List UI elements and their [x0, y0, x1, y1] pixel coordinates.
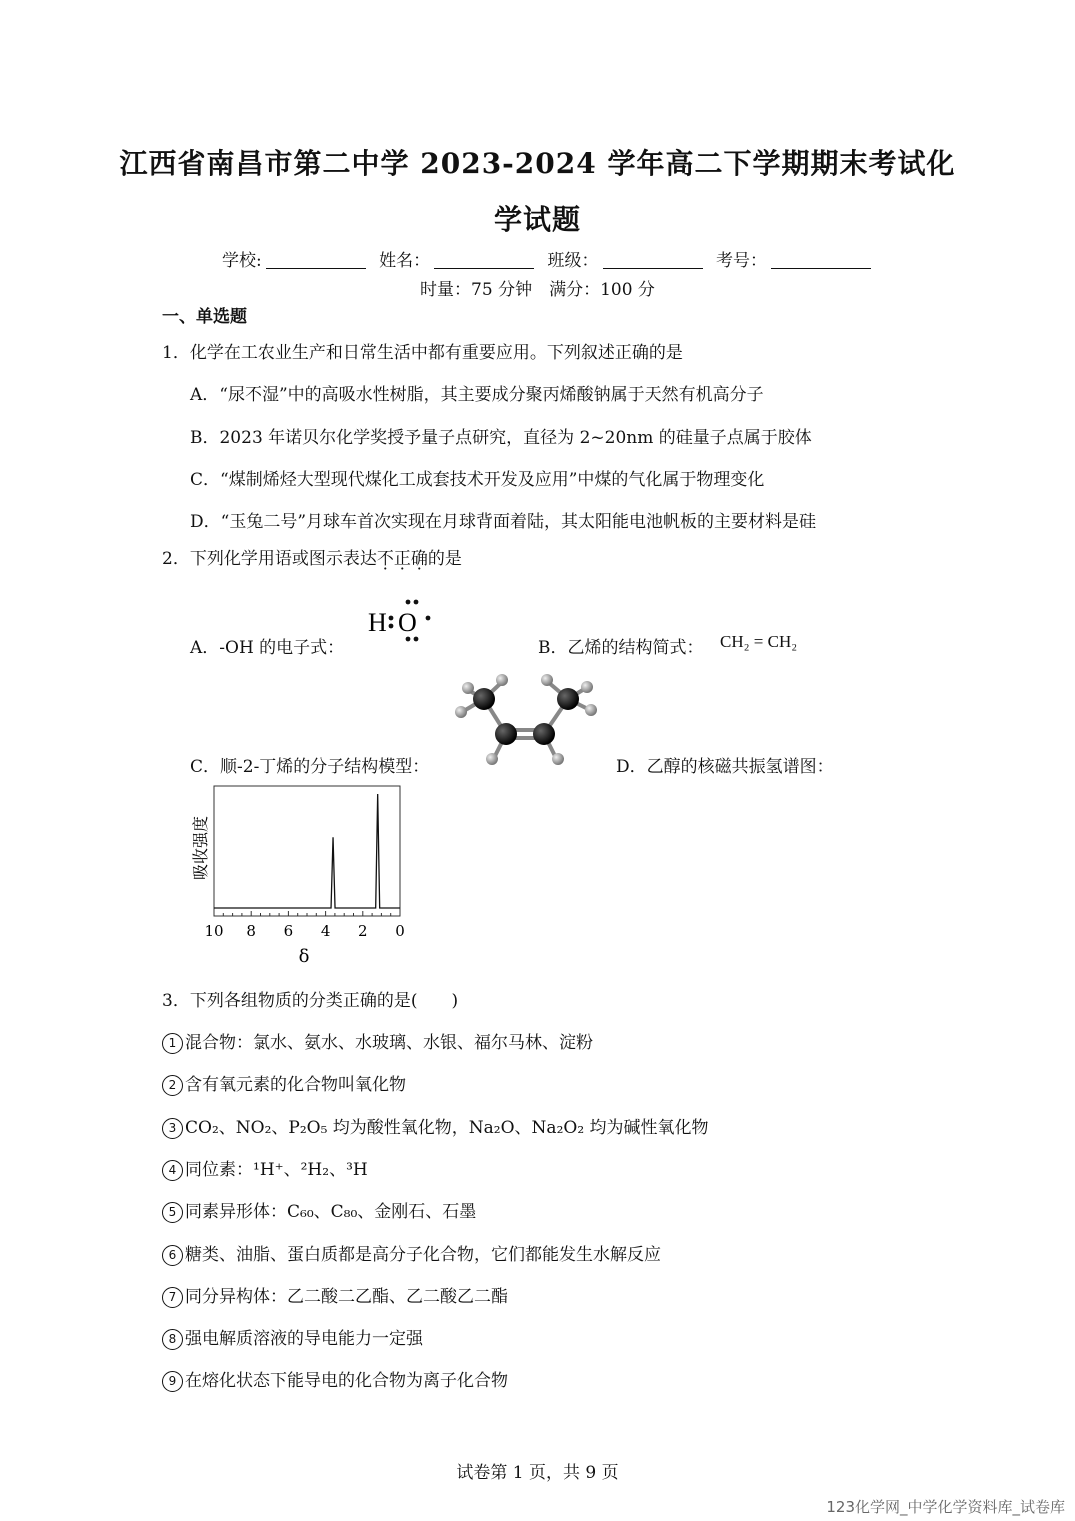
q3-item	[162, 1155, 368, 1181]
formula-o: O	[398, 608, 417, 637]
name-blank	[434, 252, 534, 269]
q3-item	[162, 1324, 423, 1350]
item-number-circle: 3	[162, 1118, 183, 1139]
nmr-tick-label: 10	[204, 922, 224, 940]
item-text: 混合物：氯水、氨水、水玻璃、水银、福尔马林、淀粉	[185, 1033, 593, 1053]
q2-option-d: D．乙醇的核磁共振氢谱图：	[616, 757, 834, 777]
formula-h: H	[368, 608, 387, 637]
q2-option-a: A．-OH 的电子式：	[190, 638, 345, 658]
item-number-circle: 7	[162, 1287, 183, 1308]
q2-stem: 2．下列化学用语或图示表达不正确的是	[162, 549, 462, 569]
id-label: 考号：	[715, 251, 767, 271]
item-text: CO₂、NO₂、P₂O₅ 均为酸性氧化物，Na₂O、Na₂O₂ 均为碱性氧化物	[185, 1117, 709, 1138]
nmr-tick-group	[204, 911, 404, 940]
school-blank	[266, 252, 366, 269]
item-number-circle: 6	[162, 1245, 183, 1266]
item-text: 同位素：¹H⁺、²H₂、³H	[185, 1159, 368, 1180]
item-text: 同分异构体：乙二酸二乙酯、乙二酸乙二酯	[185, 1286, 508, 1307]
q3-item	[162, 1197, 476, 1223]
school-label: 学校:	[222, 251, 262, 271]
hydroxyl-electron-formula	[366, 596, 446, 644]
nmr-tick-label: 2	[358, 922, 368, 940]
nmr-tick-label: 4	[320, 922, 331, 940]
item-number-circle: 4	[162, 1160, 183, 1181]
q2-option-b: B．乙烯的结构简式：	[538, 638, 704, 658]
q3-item	[162, 1282, 508, 1308]
q3-item	[162, 1240, 661, 1266]
time-info: 时量：75 分钟 满分：100 分	[420, 280, 655, 300]
item-number-circle: 2	[162, 1075, 183, 1096]
item-number-circle: 1	[162, 1033, 183, 1054]
watermark: 123化学网_中学化学资料库_试卷库	[826, 1498, 1065, 1516]
q2-option-c: C．顺-2-丁烯的分子结构模型：	[190, 757, 430, 777]
q1-option-b: B．2023 年诺贝尔化学奖授予量子点研究，直径为 2~20nm 的硅量子点属于胶体	[190, 428, 812, 448]
nmr-spectrum-trace	[214, 794, 400, 908]
name-label: 姓名：	[379, 251, 431, 271]
nmr-tick-label: 8	[246, 922, 256, 940]
nmr-xlabel: δ	[298, 946, 310, 967]
item-number-circle: 9	[162, 1371, 183, 1392]
q1-stem: 1．化学在工农业生产和日常生活中都有重要应用。下列叙述正确的是	[162, 343, 683, 363]
item-number-circle: 8	[162, 1329, 183, 1350]
class-blank	[603, 252, 703, 269]
nmr-tick-label: 6	[283, 922, 294, 940]
q3-item	[162, 1113, 709, 1139]
ethylene-formula: CH₂ = CH₂	[720, 632, 798, 651]
plot-frame	[214, 786, 400, 916]
item-text: 强电解质溶液的导电能力一定强	[185, 1329, 423, 1350]
q1-option-d: D．“玉兔二号”月球车首次实现在月球背面着陆，其太阳能电池帆板的主要材料是硅	[190, 512, 817, 532]
cis-2-butene-model	[448, 668, 608, 770]
q1-option-c: C．“煤制烯烃大型现代煤化工成套技术开发及应用”中煤的气化属于物理变化	[190, 470, 765, 490]
nmr-tick-label: 0	[395, 922, 405, 940]
exam-title-line1: 江西省南昌市第二中学 2023-2024 学年高二下学期期末考试化	[119, 147, 956, 180]
section-heading: 一、单选题	[162, 307, 247, 327]
item-text: 糖类、油脂、蛋白质都是高分子化合物，它们都能发生水解反应	[185, 1244, 661, 1265]
nmr-ylabel: 吸收强度	[191, 815, 210, 880]
student-info-row	[222, 246, 879, 271]
q1-option-a: A．“尿不湿”中的高吸水性树脂，其主要成分聚丙烯酸钠属于天然有机高分子	[190, 385, 764, 405]
class-label: 班级：	[547, 251, 599, 271]
page-footer: 试卷第 1 页，共 9 页	[456, 1463, 619, 1483]
q3-item	[162, 1366, 508, 1392]
item-text: 含有氧元素的化合物叫氧化物	[185, 1075, 406, 1096]
nmr-spectrum-chart	[186, 780, 416, 970]
exam-title-line2: 学试题	[493, 203, 581, 236]
item-text: 在熔化状态下能导电的化合物为离子化合物	[185, 1371, 508, 1392]
item-text: 同素异形体：C₆₀、C₈₀、金刚石、石墨	[185, 1202, 477, 1223]
q3-item	[162, 1028, 593, 1054]
q3-stem: 3．下列各组物质的分类正确的是( )	[162, 991, 459, 1011]
q3-item	[162, 1070, 406, 1096]
id-blank	[771, 252, 871, 269]
item-number-circle: 5	[162, 1202, 183, 1223]
